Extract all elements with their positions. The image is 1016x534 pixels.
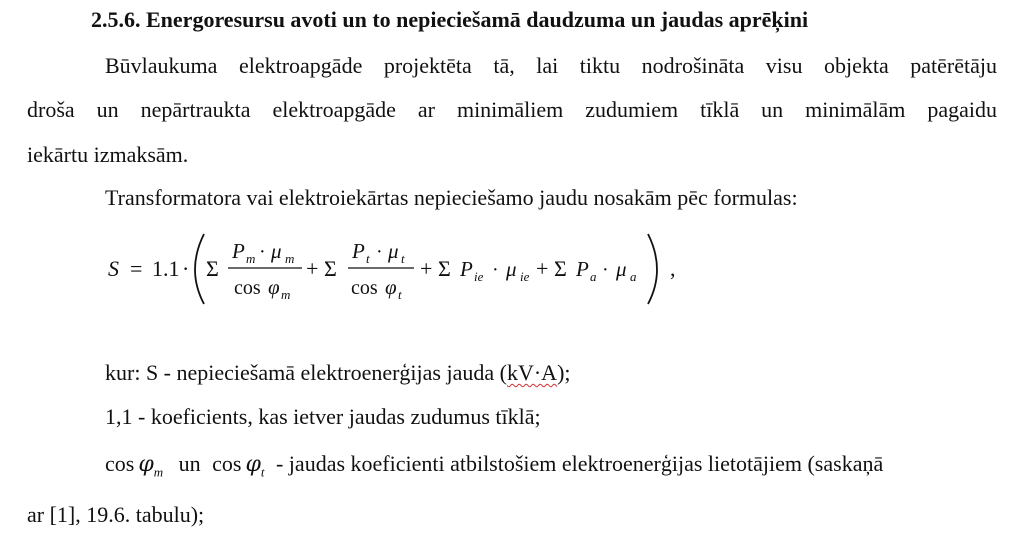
definition-cos [105, 450, 997, 486]
phi-symbol-2: φ [245, 452, 261, 477]
term1-mu: μ [271, 239, 282, 263]
term4-dot: · [602, 259, 609, 281]
term4-P: P [576, 257, 589, 281]
formula-sigma-4: Σ [554, 256, 567, 281]
term3-mu-sub: ie [520, 269, 530, 284]
term1-phi-sub: m [281, 287, 291, 302]
formula-intro: Transformatora vai elektroiekārtas nepieciešamo jaudu nosakām pēc formulas: [105, 185, 798, 210]
formula-coef: 1.1 [152, 256, 180, 281]
formula-trailing-comma: , [670, 256, 676, 281]
formula-lhs: S [108, 256, 119, 281]
phi-sub-t: t [260, 464, 265, 480]
unit-kva: kV·A [506, 360, 558, 385]
term2-phi-sub: t [398, 287, 402, 302]
term2-mu-sub: t [401, 251, 405, 266]
formula-sigma-2: Σ [324, 256, 337, 281]
definition-last-line: ar [1], 19.6. tabulu); [27, 502, 205, 527]
phi-sub-m: m [153, 464, 164, 480]
term2-mu: μ [388, 239, 399, 263]
cos-label-2: cos [212, 451, 242, 476]
power-formula [108, 230, 708, 310]
cos-description: - jaudas koeficienti atbilstošiem elektroenerģijas lietotājiem (saskaņā [275, 451, 884, 476]
term1-mu-sub: m [285, 251, 295, 266]
formula-dot-1: · [182, 256, 190, 281]
term3-mu: μ [506, 257, 517, 281]
phi-symbol-1: φ [138, 452, 154, 477]
definition-s [105, 359, 571, 387]
term2-phi: φ [385, 275, 397, 299]
term2-P-sub: t [366, 251, 370, 266]
paragraph-1-line-3: iekārtu izmaksām. [27, 142, 189, 167]
term3-dot: · [492, 259, 499, 281]
term1-dot: · [259, 241, 266, 263]
term1-phi: φ [268, 275, 280, 299]
section-heading: 2.5.6. Energoresursu avoti un to nepieciešamā daudzuma un jaudas aprēķini [91, 7, 809, 32]
term4-mu: μ [616, 257, 627, 281]
paragraph-1-line-1: Būvlaukuma elektroapgāde projektēta tā, lai tiktu nodrošināta visu objekta patērētāju [105, 53, 997, 78]
term2-dot: · [376, 241, 383, 263]
definition-coef: 1,1 - koeficients, kas ietver jaudas zudumus tīklā; [105, 404, 541, 429]
word-un: un [178, 451, 201, 476]
term3-P-sub: ie [474, 269, 484, 284]
definition-s-text: kur: S - nepieciešamā elektroenerģijas jauda ( [105, 360, 507, 385]
formula-right-paren [648, 234, 657, 304]
formula-sigma-3: Σ [438, 256, 451, 281]
term4-mu-sub: a [630, 269, 637, 284]
term3-P: P [460, 257, 473, 281]
formula-sigma-1: Σ [206, 256, 219, 281]
term1-P-sub: m [246, 251, 256, 266]
definition-s-suffix: ); [557, 360, 571, 385]
term4-P-sub: a [590, 269, 597, 284]
term1-cos: cos [234, 277, 261, 299]
formula-left-paren [195, 234, 204, 304]
cos-label-1: cos [105, 451, 135, 476]
formula-plus-2: + [420, 256, 433, 281]
term2-P: P [352, 239, 365, 263]
term2-cos: cos [351, 277, 378, 299]
formula-plus-1: + [306, 256, 319, 281]
formula-eq: = [130, 256, 143, 281]
formula-plus-3: + [536, 256, 549, 281]
term1-P: P [232, 239, 245, 263]
paragraph-1-line-2: droša un nepārtraukta elektroapgāde ar minimāliem zudumiem tīklā un minimālām pagaidu [27, 97, 997, 122]
